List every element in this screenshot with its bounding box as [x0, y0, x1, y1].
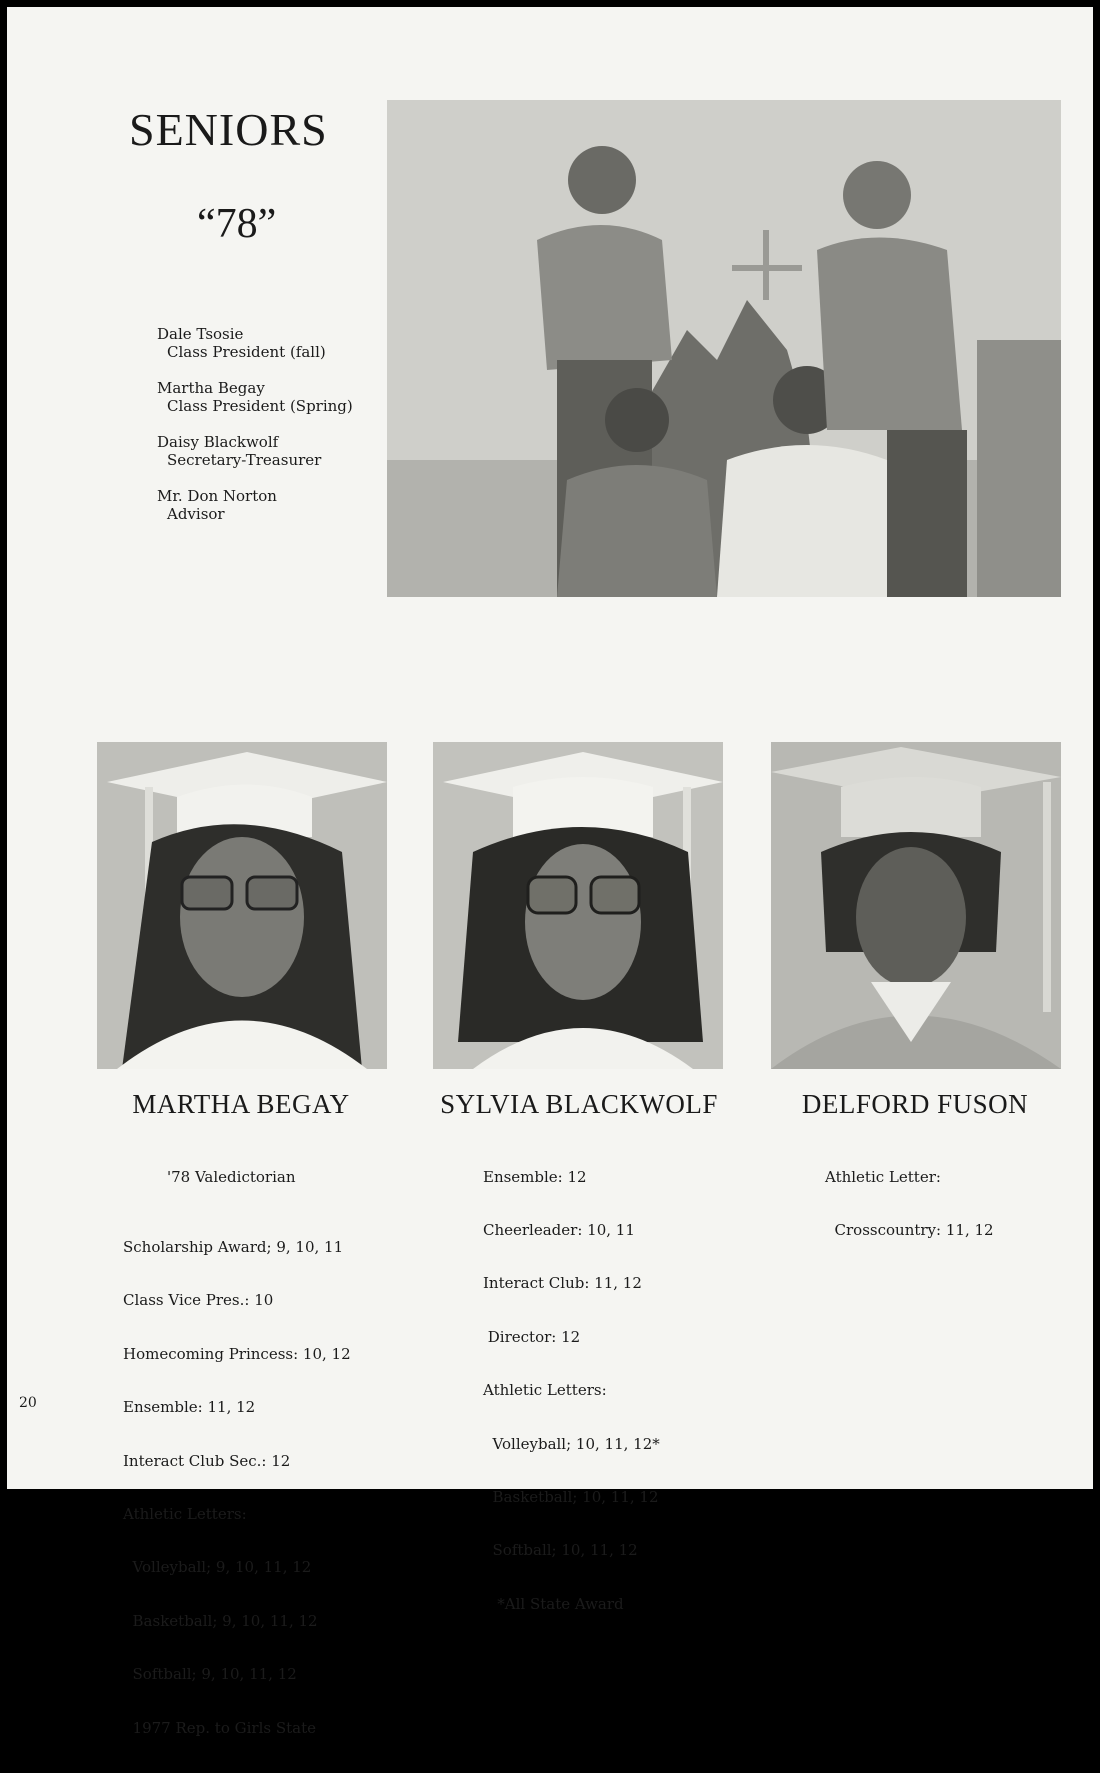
activity-line: Softball; 10, 11, 12 [483, 1541, 638, 1560]
officer-name: Mr. Don Norton [157, 487, 277, 505]
activity-line: Crosscountry: 11, 12 [825, 1220, 994, 1239]
activity-line: Scholarship Award; 9, 10, 11 [123, 1237, 344, 1256]
activity-line: 1977 Rep. to Girls State [123, 1718, 316, 1737]
senior-name: SYLVIA BLACKWOLF [440, 1089, 718, 1119]
page-number: 20 [19, 1395, 37, 1411]
activity-line: Softball; 9, 10, 11, 12 [123, 1665, 297, 1684]
officer-name: Daisy Blackwolf [157, 433, 279, 451]
officer-entry [157, 433, 353, 469]
class-officers-group-photo [387, 100, 1061, 597]
activity-line: Interact Club: 11, 12 [483, 1274, 642, 1293]
officer-role: Advisor [167, 505, 225, 523]
activity-line: Interact Club Sec.: 12 [123, 1451, 291, 1470]
officer-entry [157, 379, 353, 415]
activity-line: Athletic Letter: [825, 1167, 941, 1186]
officer-name: Martha Begay [157, 379, 265, 397]
activity-line: Volleyball; 9, 10, 11, 12 [123, 1558, 312, 1577]
activity-line: Ensemble: 12 [483, 1167, 587, 1186]
activity-line: *All State Award [483, 1594, 624, 1613]
senior-activities [123, 1133, 351, 1773]
activity-line: Basketball; 9, 10, 11, 12 [123, 1611, 318, 1630]
officer-name: Dale Tsosie [157, 325, 244, 343]
senior-portrait-martha-begay [97, 742, 387, 1069]
activity-line: Ensemble: 11, 12 [123, 1398, 256, 1417]
officer-role: Class President (Spring) [167, 397, 353, 415]
officer-role: Secretary-Treasurer [167, 451, 322, 469]
senior-name: DELFORD FUSON [801, 1089, 1029, 1119]
activity-line: Athletic Letters: [483, 1381, 607, 1400]
activity-line: Volleyball; 10, 11, 12* [483, 1434, 660, 1453]
senior-activities [825, 1133, 994, 1275]
activity-line: Cheerleader: 10, 11 [483, 1220, 635, 1239]
officer-entry [157, 325, 353, 361]
page-title: SENIORS [129, 104, 328, 155]
activity-line: Class Vice Pres.: 10 [123, 1291, 274, 1310]
officer-entry [157, 487, 353, 523]
activity-line: Director: 12 [483, 1327, 581, 1346]
class-year: “78” [197, 201, 277, 247]
senior-portrait-sylvia-blackwolf [433, 742, 723, 1069]
officer-list [157, 325, 353, 541]
senior-activities [483, 1133, 660, 1649]
activity-line: Basketball; 10, 11, 12 [483, 1487, 659, 1506]
senior-portrait-delford-fuson [771, 742, 1061, 1069]
activity-line: Homecoming Princess: 10, 12 [123, 1344, 351, 1363]
officer-role: Class President (fall) [167, 343, 326, 361]
activity-line: Athletic Letters: [123, 1504, 247, 1523]
senior-name: MARTHA BEGAY [132, 1089, 350, 1119]
honor-line: '78 Valedictorian [167, 1167, 296, 1186]
yearbook-page [7, 7, 1093, 1737]
